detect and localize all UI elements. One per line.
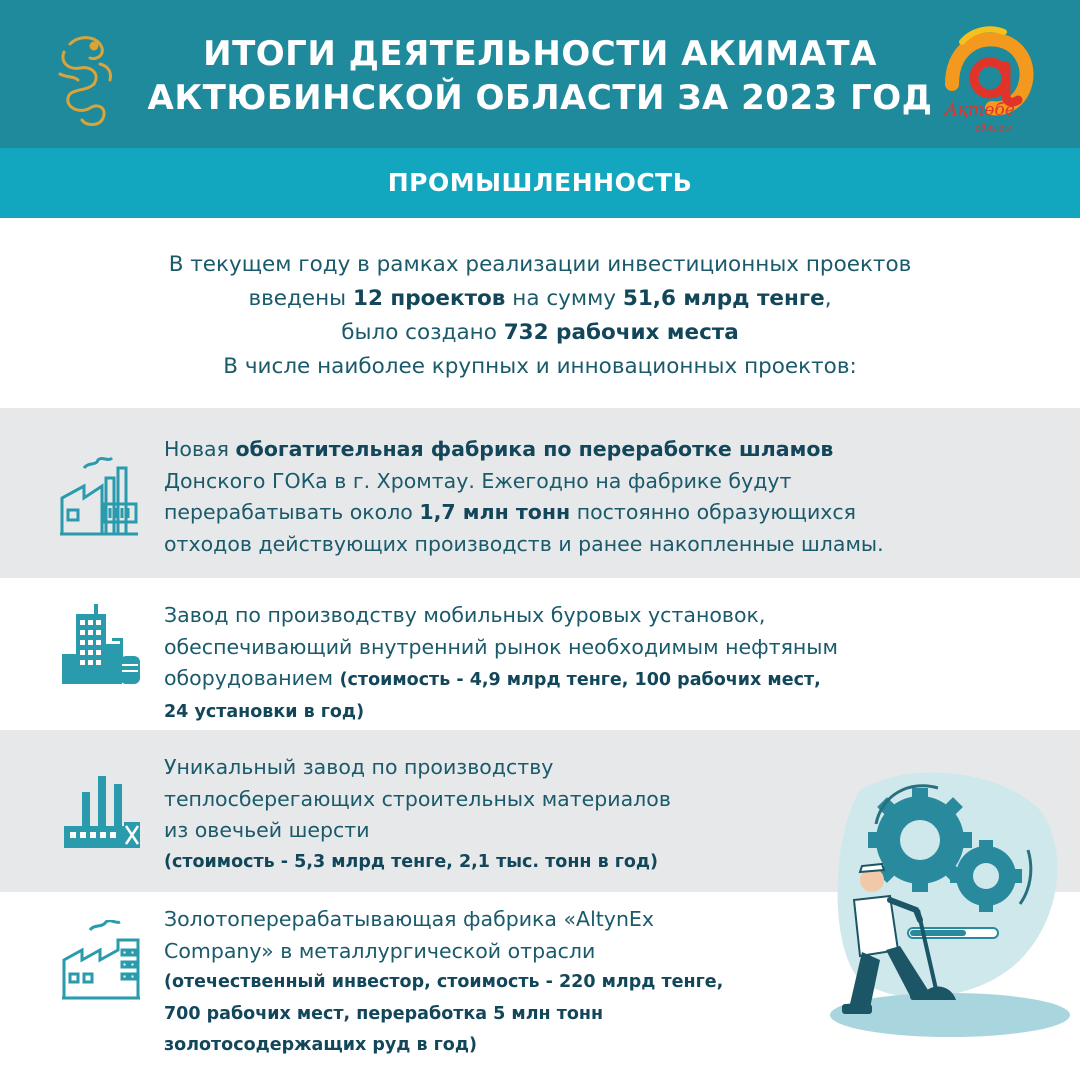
project-line: теплосберегающих строительных материалов xyxy=(164,786,671,811)
project-text: постоянно образующихся xyxy=(570,500,857,524)
project-line: Золотоперерабатывающая фабрика «AltynEx xyxy=(164,907,655,931)
project-1-text xyxy=(164,434,884,560)
project-line: (отечественный инвестор, стоимость - 220 млрд тенге, xyxy=(164,972,724,992)
processing-plant-icon xyxy=(58,454,140,538)
project-text: оборудованием xyxy=(164,666,340,690)
intro-line-2 xyxy=(40,282,1040,316)
project-line: 700 рабочих мест, переработка 5 млн тонн xyxy=(164,1003,604,1024)
investment-sum: 51,6 млрд тенге xyxy=(622,286,825,311)
intro-text: было создано xyxy=(341,320,504,345)
project-2-text xyxy=(164,600,838,728)
section-title: ПРОМЫШЛЕННОСТЬ xyxy=(0,148,1080,218)
project-line: отходов действующих производств и ранее накопленные шламы. xyxy=(164,531,884,556)
worker-with-gears-illustration xyxy=(820,760,1070,1040)
project-text: перерабатывать около xyxy=(164,500,420,524)
project-line: (стоимость - 5,3 млрд тенге, 2,1 тыс. тонн в год) xyxy=(164,851,659,872)
project-line: Донского ГОКа в г. Хромтау. Ежегодно на фабрике будут xyxy=(164,468,792,493)
projects-count: 12 проектов xyxy=(352,286,506,311)
project-line: Уникальный завод по производству xyxy=(164,755,554,779)
intro-line-4: В числе наиболее крупных и инновационных проектов: xyxy=(223,354,857,379)
project-4-text xyxy=(164,904,723,1062)
project-highlight: обогатительная фабрика по переработке шламов xyxy=(235,437,834,461)
project-line: обеспечивающий внутренний рынок необходимым нефтяным xyxy=(164,634,838,659)
title-line-2: АКТЮБИНСКОЙ ОБЛАСТИ ЗА 2023 ГОД xyxy=(147,78,933,118)
snow-leopard-emblem-icon xyxy=(50,30,120,130)
project-band-1 xyxy=(0,408,1080,578)
title-line-1: ИТОГИ ДЕЯТЕЛЬНОСТИ АКИМАТА xyxy=(203,34,877,74)
project-line: Company» в металлургической отрасли xyxy=(164,938,596,963)
project-line: 24 установки в год) xyxy=(164,701,365,722)
header-bar xyxy=(0,0,1080,148)
project-3-text xyxy=(164,752,671,878)
intro-line-1: В текущем году в рамках реализации инвестиционных проектов xyxy=(168,252,912,277)
logo-subtitle: облысы xyxy=(975,124,1012,134)
project-highlight: 1,7 млн тонн xyxy=(419,500,571,524)
project-line: золотосодержащих руд в год) xyxy=(164,1035,477,1055)
project-line xyxy=(164,497,884,529)
jobs-count: 732 рабочих места xyxy=(503,320,739,345)
logo-wordmark: Ақтөбе xyxy=(945,100,1015,120)
intro-line-3 xyxy=(40,316,1040,350)
project-line: из овечьей шерсти xyxy=(164,818,370,842)
factory-outline-icon xyxy=(60,920,142,1002)
factory-buildings-icon xyxy=(58,604,142,684)
intro-text: , xyxy=(824,286,832,311)
project-details: (стоимость - 4,9 млрд тенге, 100 рабочих мест, xyxy=(339,670,821,690)
intro-text: на сумму xyxy=(505,286,623,311)
page-title xyxy=(120,32,960,120)
intro-paragraph xyxy=(40,248,1040,384)
project-line xyxy=(164,434,884,466)
project-line xyxy=(164,663,838,697)
project-text: Новая xyxy=(164,437,236,461)
project-band-2 xyxy=(0,578,1080,730)
intro-text: введены xyxy=(248,286,353,311)
project-line: Завод по производству мобильных буровых установок, xyxy=(164,603,766,627)
factory-chimneys-icon xyxy=(62,770,142,850)
